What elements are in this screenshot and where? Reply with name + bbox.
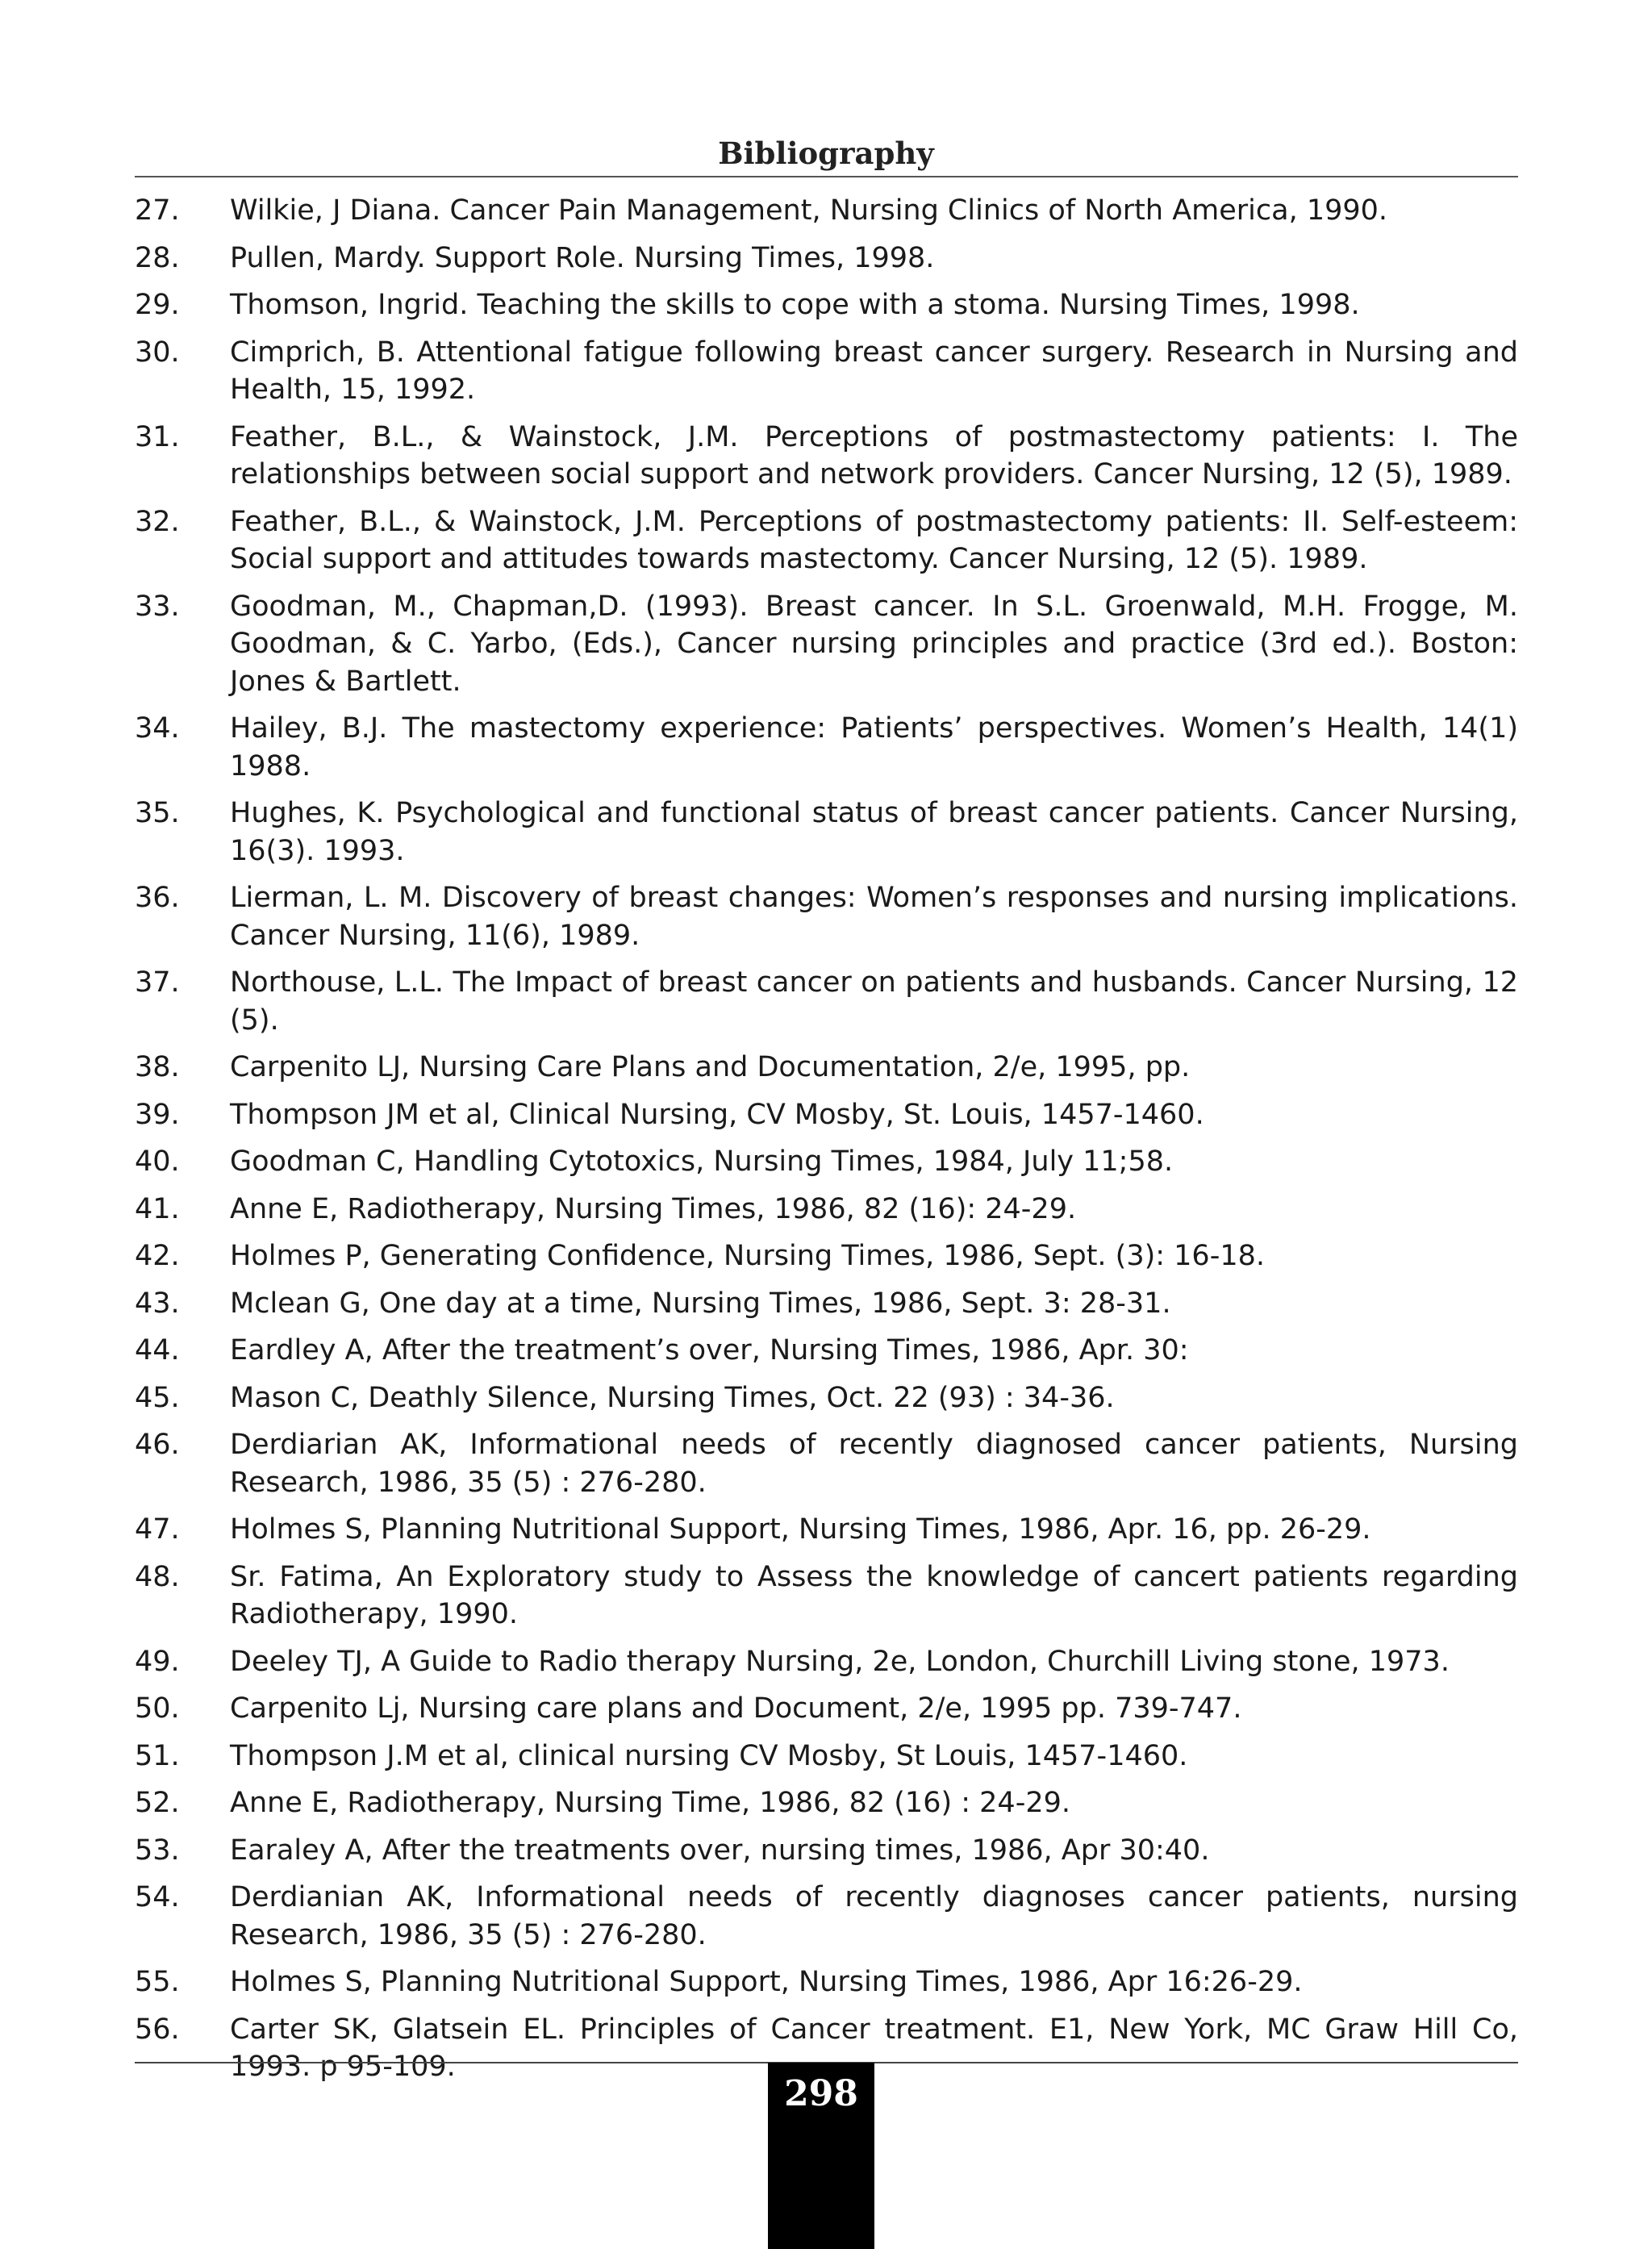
entry-number: 29.	[135, 289, 180, 321]
bibliography-entry	[135, 192, 1518, 230]
entry-number: 44.	[135, 1334, 180, 1367]
entry-number: 42.	[135, 1240, 180, 1272]
entry-number: 33.	[135, 590, 180, 623]
entry-number: 28.	[135, 241, 180, 274]
bibliography-entry	[135, 795, 1518, 870]
bibliography-entry	[135, 1690, 1518, 1728]
bibliography-entry	[135, 1738, 1518, 1775]
entry-number: 27.	[135, 194, 180, 227]
header-divider	[135, 176, 1518, 177]
bibliography-entry	[135, 588, 1518, 701]
entry-text: Anne E, Radiotherapy, Nursing Times, 1986, 82 (16): 24-29.	[230, 1192, 1077, 1225]
entry-text: Eardley A, After the treatment’s over, Nursing Times, 1986, Apr. 30:	[230, 1334, 1189, 1367]
entry-number: 55.	[135, 1966, 180, 1998]
entry-text: Goodman, M., Chapman,D. (1993). Breast cancer. In S.L. Groenwald, M.H. Frogge, M. Goodman, & C. Yarbo, (Eds.), Cancer nursing principles and practice (3rd ed.). Boston: Jones & Bartlett.	[230, 590, 1518, 698]
entry-text: Holmes S, Planning Nutritional Support, Nursing Times, 1986, Apr. 16, pp. 26-29.	[230, 1513, 1371, 1546]
entry-text: Hailey, B.J. The mastectomy experience: Patients’ perspectives. Women’s Health, 14(1) 1988.	[230, 712, 1518, 782]
bibliography-entry	[135, 1237, 1518, 1275]
bibliography-entry	[135, 1558, 1518, 1634]
entry-text: Carpenito Lj, Nursing care plans and Document, 2/e, 1995 pp. 739-747.	[230, 1692, 1242, 1725]
bibliography-entry	[135, 879, 1518, 954]
entry-number: 39.	[135, 1098, 180, 1131]
entry-text: Mason C, Deathly Silence, Nursing Times, Oct. 22 (93) : 34-36.	[230, 1381, 1115, 1414]
entry-text: Feather, B.L., & Wainstock, J.M. Perceptions of postmastectomy patients: I. The relationships between social support and network providers. Cancer Nursing, 12 (5), 1989.	[230, 420, 1518, 490]
bibliography-entry	[135, 334, 1518, 409]
entry-text: Deeley TJ, A Guide to Radio therapy Nursing, 2e, London, Churchill Living stone, 1973.	[230, 1645, 1450, 1678]
bibliography-entry	[135, 1379, 1518, 1417]
entry-number: 32.	[135, 505, 180, 538]
entry-text: Wilkie, J Diana. Cancer Pain Management, Nursing Clinics of North America, 1990.	[230, 194, 1388, 227]
bibliography-entry	[135, 1963, 1518, 2001]
entry-text: Hughes, K. Psychological and functional status of breast cancer patients. Cancer Nursing, 16(3). 1993.	[230, 797, 1518, 867]
entry-number: 34.	[135, 712, 180, 745]
bibliography-entry	[135, 710, 1518, 785]
entry-number: 46.	[135, 1429, 180, 1461]
entry-text: Earaley A, After the treatments over, nursing times, 1986, Apr 30:40.	[230, 1834, 1210, 1867]
page-number-box	[768, 2063, 874, 2249]
entry-text: Thompson JM et al, Clinical Nursing, CV Mosby, St. Louis, 1457-1460.	[230, 1098, 1204, 1131]
bibliography-entry	[135, 1285, 1518, 1323]
entry-text: Sr. Fatima, An Exploratory study to Assess the knowledge of cancert patients regarding Radiotherapy, 1990.	[230, 1560, 1518, 1630]
entry-text: Feather, B.L., & Wainstock, J.M. Perceptions of postmastectomy patients: II. Self-esteem: Social support and attitudes towards mastectomy. Cancer Nursing, 12 (5). 1989.	[230, 505, 1518, 575]
entry-number: 52.	[135, 1787, 180, 1819]
entry-text: Mclean G, One day at a time, Nursing Times, 1986, Sept. 3: 28-31.	[230, 1287, 1171, 1320]
entry-number: 47.	[135, 1513, 180, 1546]
entry-text: Derdiarian AK, Informational needs of recently diagnosed cancer patients, Nursing Research, 1986, 35 (5) : 276-280.	[230, 1429, 1518, 1499]
entry-number: 31.	[135, 420, 180, 453]
bibliography-entry	[135, 1332, 1518, 1370]
entry-number: 45.	[135, 1381, 180, 1414]
entry-number: 40.	[135, 1145, 180, 1178]
entry-text: Carpenito LJ, Nursing Care Plans and Documentation, 2/e, 1995, pp.	[230, 1051, 1191, 1083]
bibliography-entry	[135, 1049, 1518, 1087]
entry-text: Anne E, Radiotherapy, Nursing Time, 1986, 82 (16) : 24-29.	[230, 1787, 1070, 1819]
entry-number: 51.	[135, 1739, 180, 1772]
bibliography-entry	[135, 1643, 1518, 1681]
page-header-title: Bibliography	[718, 136, 934, 171]
entry-text: Holmes S, Planning Nutritional Support, Nursing Times, 1986, Apr 16:26-29.	[230, 1966, 1303, 1998]
page-number: 298	[784, 2073, 858, 2114]
bibliography-entry	[135, 1191, 1518, 1229]
entry-text: Derdianian AK, Informational needs of recently diagnoses cancer patients, nursing Research, 1986, 35 (5) : 276-280.	[230, 1881, 1518, 1951]
bibliography-entry	[135, 1832, 1518, 1870]
entry-number: 37.	[135, 966, 180, 999]
entry-number: 56.	[135, 2013, 180, 2046]
entry-number: 53.	[135, 1834, 180, 1867]
bibliography-entry	[135, 964, 1518, 1039]
entry-number: 41.	[135, 1192, 180, 1225]
entry-text: Pullen, Mardy. Support Role. Nursing Times, 1998.	[230, 241, 935, 274]
bibliography-entry	[135, 240, 1518, 277]
entry-text: Thompson J.M et al, clinical nursing CV Mosby, St Louis, 1457-1460.	[230, 1739, 1188, 1772]
entry-number: 30.	[135, 336, 180, 369]
entry-text: Northouse, L.L. The Impact of breast cancer on patients and husbands. Cancer Nursing, 12 (5).	[230, 966, 1518, 1037]
entry-number: 38.	[135, 1051, 180, 1083]
entry-text: Cimprich, B. Attentional fatigue following breast cancer surgery. Research in Nursing and Health, 15, 1992.	[230, 336, 1518, 406]
entry-number: 35.	[135, 797, 180, 829]
entry-text: Carter SK, Glatsein EL. Principles of Cancer treatment. E1, New York, MC Graw Hill Co, 1993. p 95-109.	[230, 2013, 1518, 2083]
bibliography-entry	[135, 1096, 1518, 1134]
entry-number: 48.	[135, 1560, 180, 1593]
entry-text: Holmes P, Generating Confidence, Nursing Times, 1986, Sept. (3): 16-18.	[230, 1240, 1265, 1272]
entry-number: 36.	[135, 882, 180, 914]
bibliography-entry	[135, 1143, 1518, 1181]
bibliography-entry	[135, 286, 1518, 324]
bibliography-entry	[135, 1879, 1518, 1954]
entry-number: 50.	[135, 1692, 180, 1725]
entry-number: 49.	[135, 1645, 180, 1678]
bibliography-entry	[135, 419, 1518, 494]
entry-text: Lierman, L. M. Discovery of breast changes: Women’s responses and nursing implications. Cancer Nursing, 11(6), 1989.	[230, 882, 1518, 952]
bibliography-entry	[135, 1784, 1518, 1822]
bibliography-entry	[135, 1511, 1518, 1549]
entry-text: Goodman C, Handling Cytotoxics, Nursing Times, 1984, July 11;58.	[230, 1145, 1174, 1178]
bibliography-entry	[135, 1426, 1518, 1501]
entry-number: 43.	[135, 1287, 180, 1320]
entry-number: 54.	[135, 1881, 180, 1913]
bibliography-list	[135, 192, 1518, 2096]
bibliography-entry	[135, 503, 1518, 578]
entry-text: Thomson, Ingrid. Teaching the skills to cope with a stoma. Nursing Times, 1998.	[230, 289, 1360, 321]
